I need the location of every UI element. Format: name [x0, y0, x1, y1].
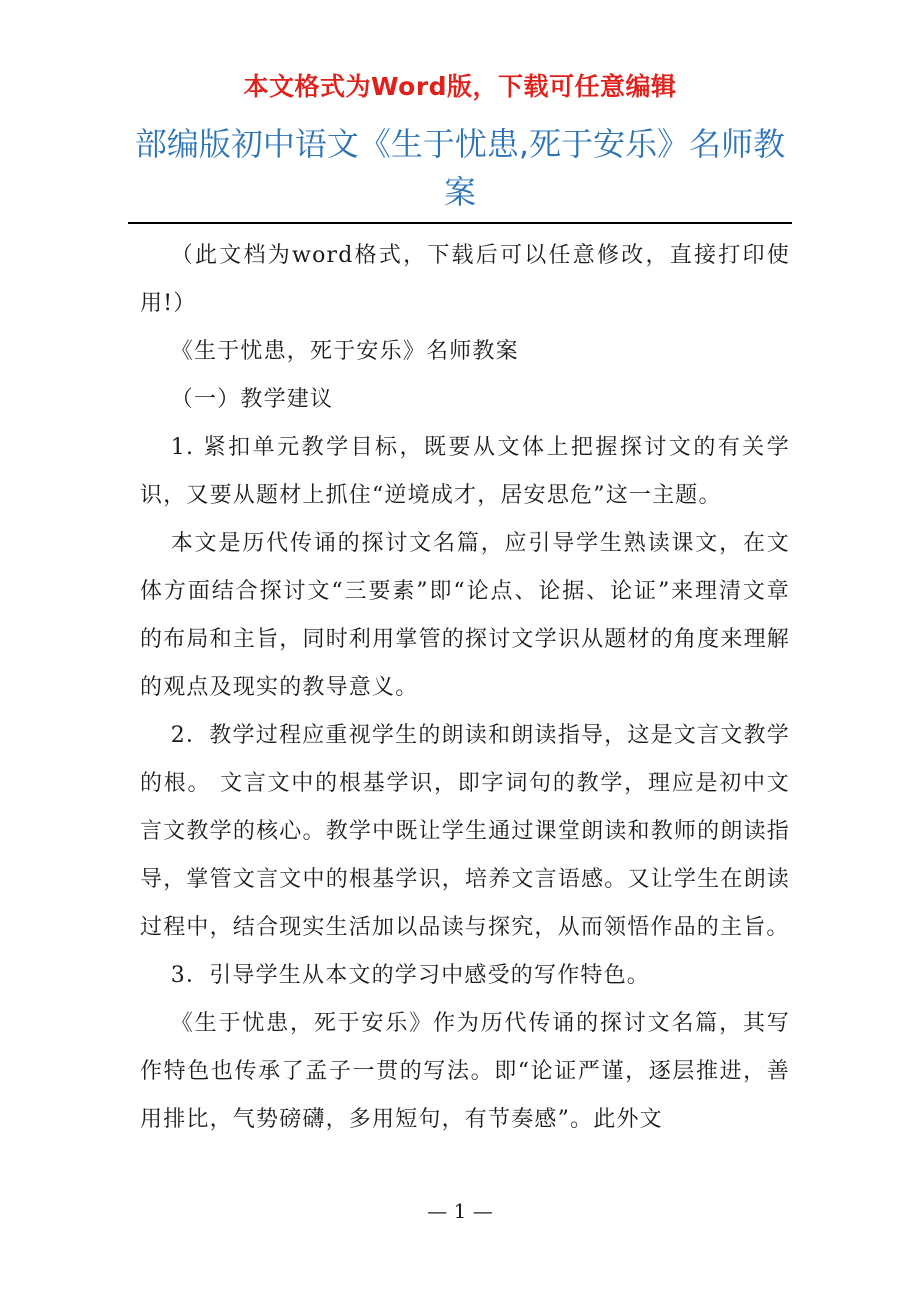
paragraph-point-2: 2．教学过程应重视学生的朗读和朗读指导，这是文言文教学的根。 文言文中的根基学识，即字词句的教学，理应是初中文言文教学的核心。教学中既让学生通过课堂朗读和教师的朗读指导，掌管文言文中的根基学识，培养文言语感。又让学生在朗读过程中，结合现实生活加以品读与探究，从而领悟作品的主旨。 [140, 723, 790, 940]
paragraph-point-3-detail: 《生于忧患，死于安乐》作为历代传诵的探讨文名篇，其写作特色也传承了孟子一贯的写法。即“论证严谨，逐层推进，善用排比，气势磅礴，多用短句，有节奏感”。此外文 [140, 1011, 790, 1132]
editable-format-banner: 本文格式为Word版，下载可任意编辑 [243, 72, 677, 101]
paragraph-format-note: （此文档为word格式，下载后可以任意修改，直接打印使用!） [140, 243, 790, 316]
paragraph-point-1-detail: 本文是历代传诵的探讨文名篇，应引导学生熟读课文，在文体方面结合探讨文“三要素”即“论点、论据、论证”来理清文章的布局和主旨，同时利用掌管的探讨文学识从题材的角度来理解的观点及现实的教导意义。 [140, 531, 790, 700]
section-heading: （一）教学建议 [170, 387, 334, 412]
document-body [140, 232, 790, 1144]
paragraph-point-3: 3．引导学生从本文的学习中感受的写作特色。 [170, 963, 650, 988]
paragraph-point-1: 1. 紧扣单元教学目标，既要从文体上把握探讨文的有关学识，又要从题材上抓住“逆境成才，居安思危”这一主题。 [140, 435, 790, 508]
document-title: 部编版初中语文《生于忧患,死于安乐》名师教案 [134, 125, 786, 211]
page-number: — 1 — [427, 1199, 493, 1223]
paragraph-subtitle: 《生于忧患，死于安乐》名师教案 [170, 339, 519, 364]
title-divider [128, 222, 792, 224]
